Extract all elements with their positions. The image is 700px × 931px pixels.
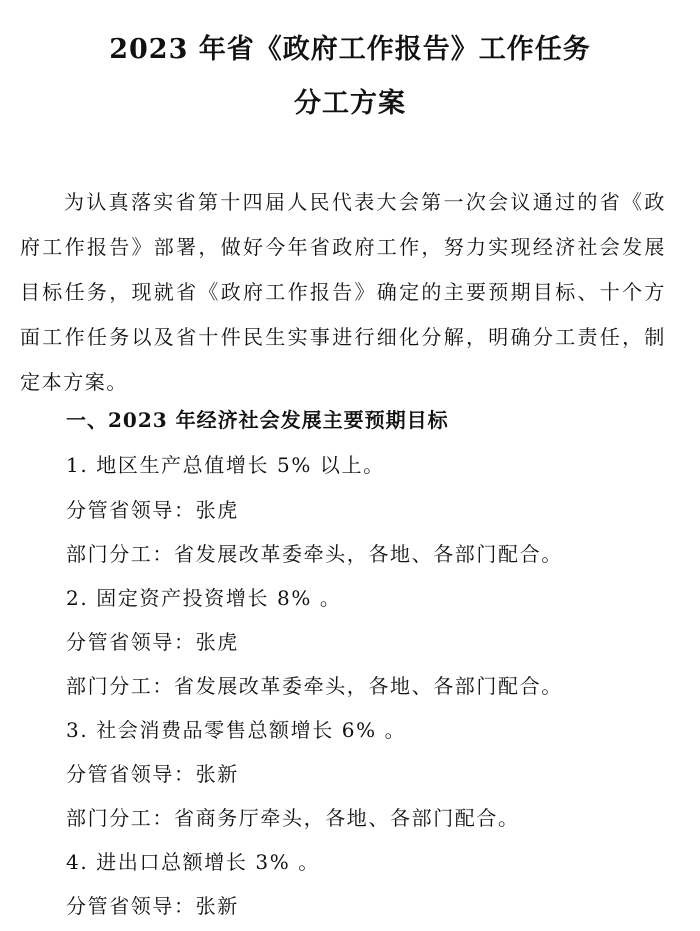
division-item-3: 部门分工：省商务厅牵头，各地、各部门配合。 — [66, 806, 520, 830]
section-heading: 一、2023 年经济社会发展主要预期目标 — [66, 408, 449, 432]
division-item-1: 部门分工：省发展改革委牵头，各地、各部门配合。 — [66, 542, 563, 566]
leader-item-4: 分管省领导：张新 — [66, 894, 239, 918]
leader-item-2: 分管省领导：张虎 — [66, 630, 239, 654]
target-item-4: 4. 进出口总额增长 3% 。 — [66, 850, 320, 874]
intro-paragraph: 为认真落实省第十四届人民代表大会第一次会议通过的省《政府工作报告》部署，做好今年省政府工作，努力实现经济社会发展目标任务，现就省《政府工作报告》确定的主要预期目标、十个方面工作任务以及省十件民生实事进行细化分解，明确分工责任，制定本方案。 — [20, 190, 666, 394]
leader-item-1: 分管省领导：张虎 — [66, 498, 239, 522]
leader-item-3: 分管省领导：张新 — [66, 762, 239, 786]
target-item-2: 2. 固定资产投资增长 8% 。 — [66, 586, 342, 610]
document-title-line1: 2023 年省《政府工作报告》工作任务 — [109, 34, 591, 65]
target-item-1: 1. 地区生产总值增长 5% 以上。 — [66, 453, 385, 477]
document-title-line2: 分工方案 — [294, 88, 406, 119]
target-item-3: 3. 社会消费品零售总额增长 6% 。 — [66, 718, 407, 742]
division-item-2: 部门分工：省发展改革委牵头，各地、各部门配合。 — [66, 674, 563, 698]
